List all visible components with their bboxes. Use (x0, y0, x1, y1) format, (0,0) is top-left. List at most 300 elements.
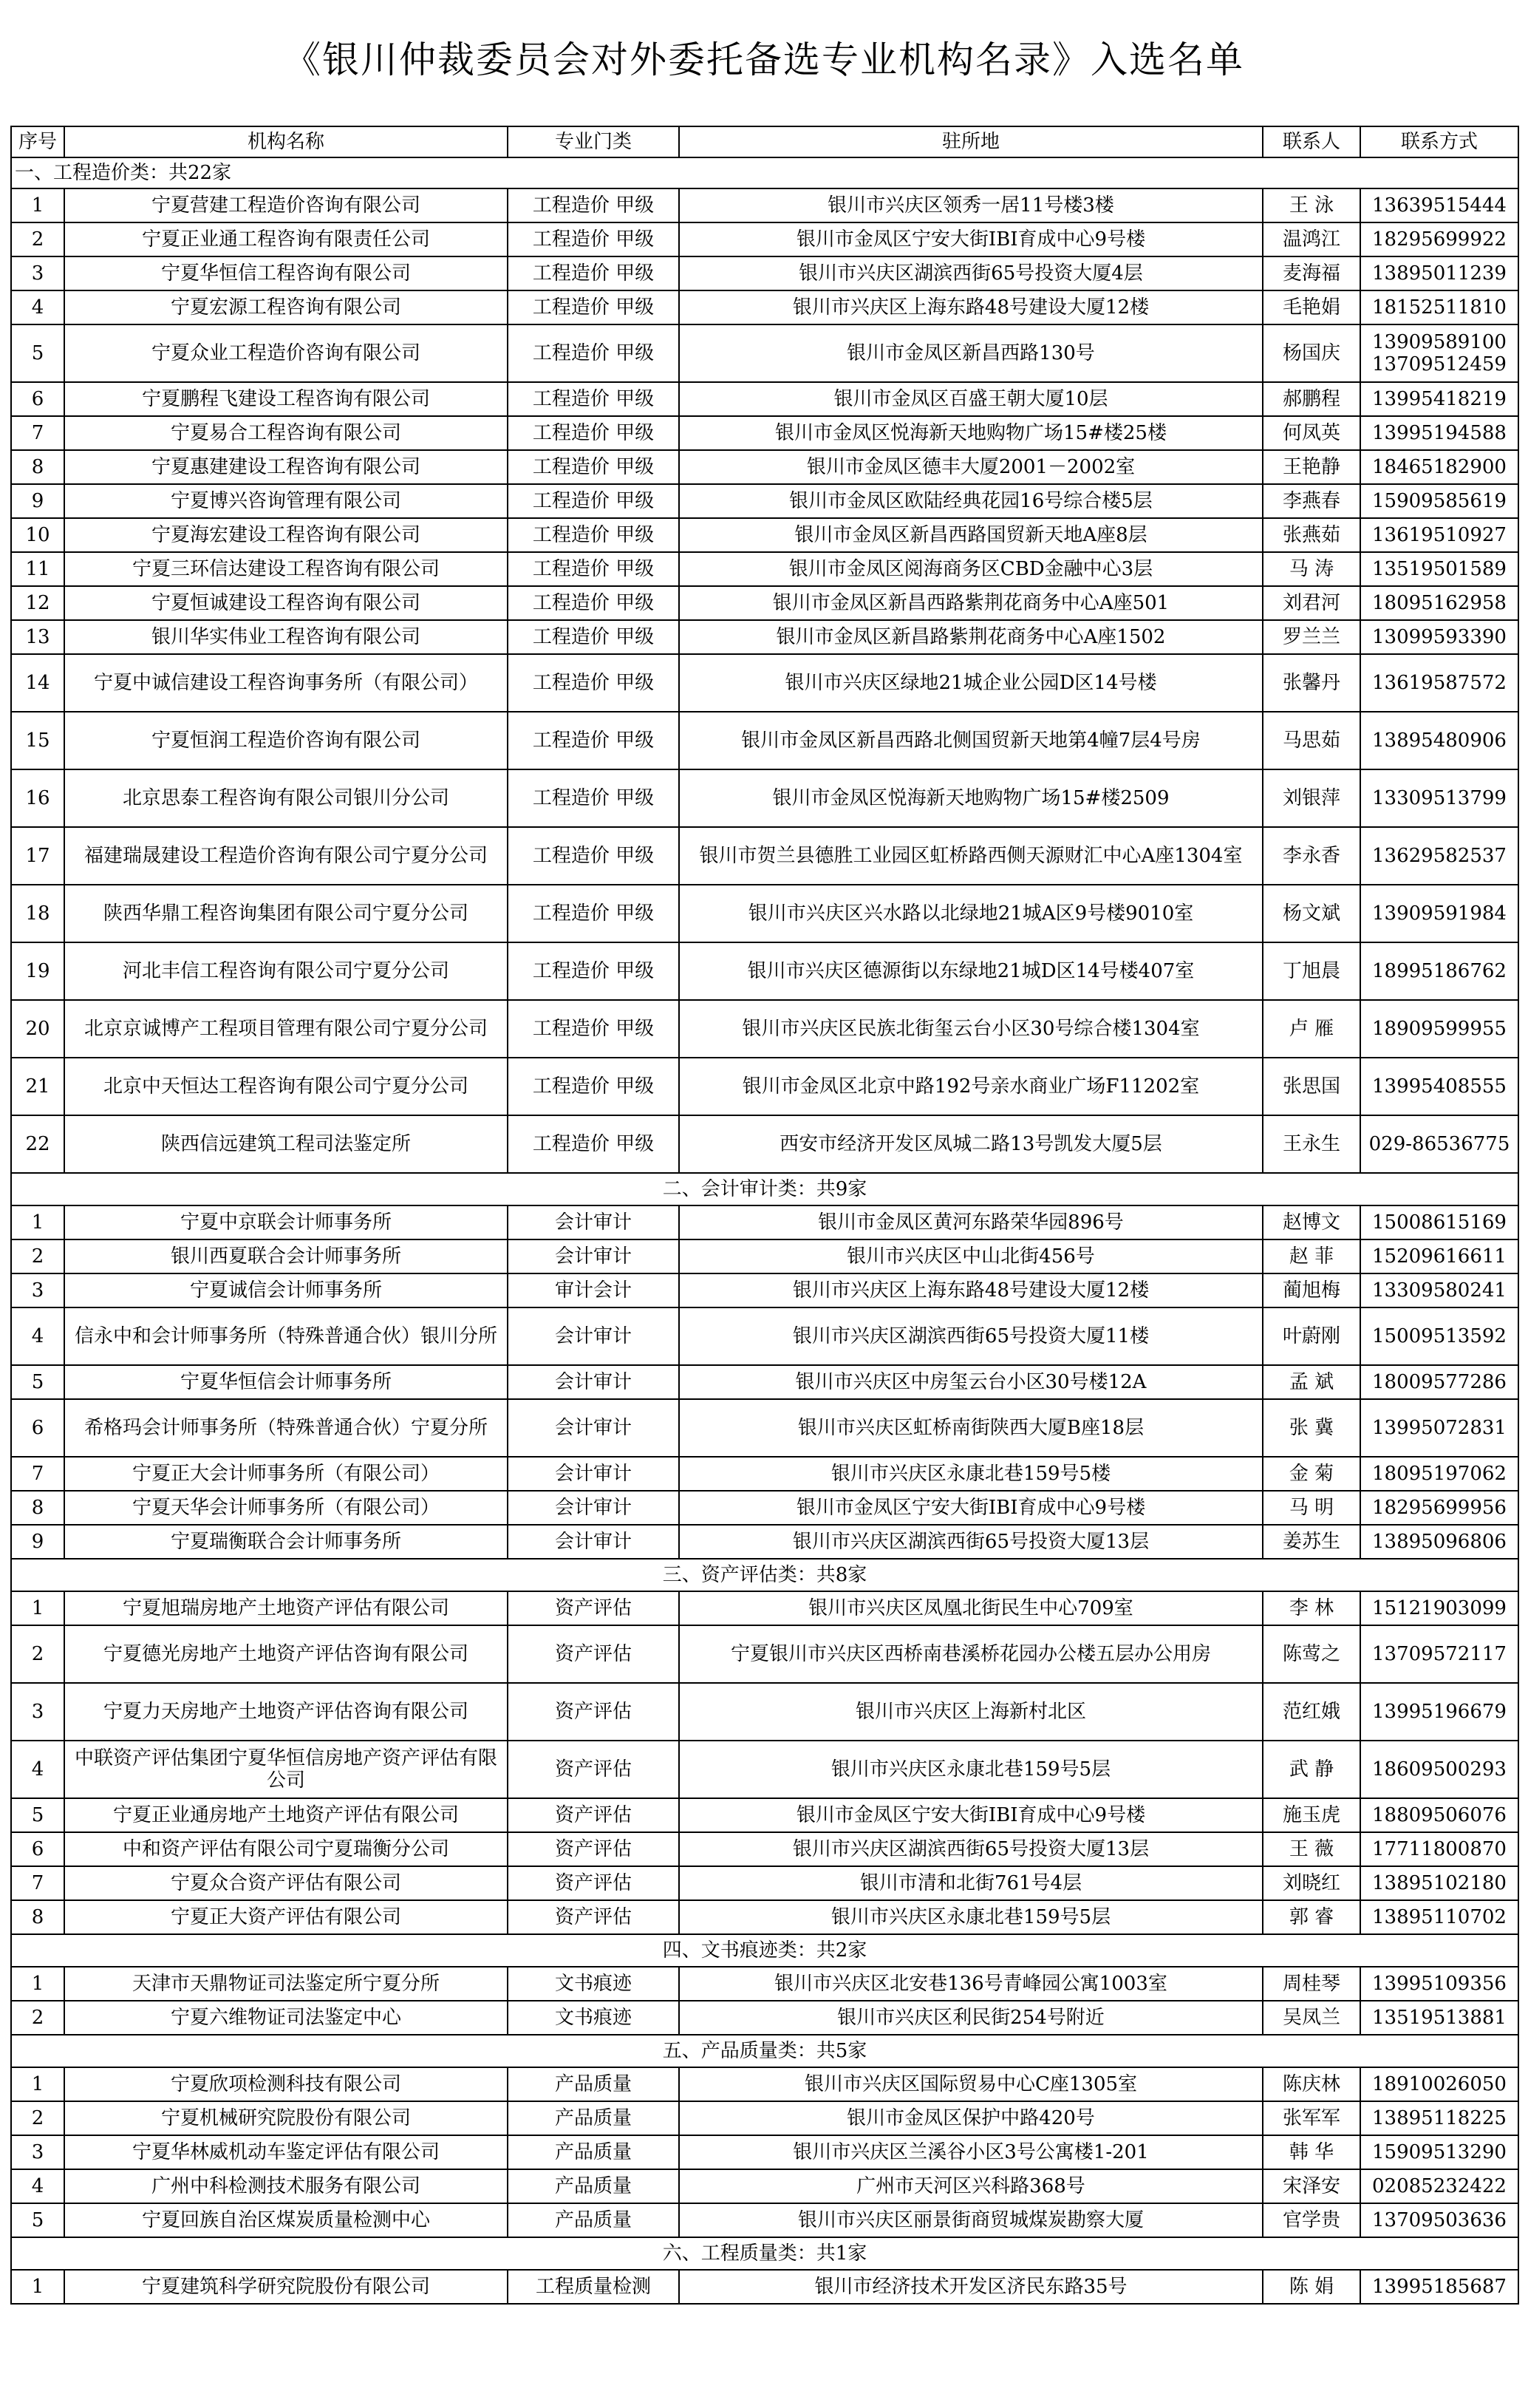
category: 工程造价 甲级 (508, 518, 679, 552)
institution-name: 宁夏众业工程造价咨询有限公司 (64, 324, 508, 382)
address: 西安市经济开发区凤城二路13号凯发大厦5层 (679, 1115, 1263, 1173)
table-row (11, 1741, 1518, 1798)
table-row (11, 1967, 1518, 2001)
institution-name: 信永中和会计师事务所（特殊普通合伙）银川分所 (64, 1307, 508, 1365)
institution-name: 宁夏中京联会计师事务所 (64, 1205, 508, 1239)
contact-person: 孟 斌 (1263, 1365, 1360, 1399)
section-header-row (11, 157, 1518, 188)
category: 产品质量 (508, 2169, 679, 2203)
row-index: 18 (11, 885, 64, 942)
address: 银川市金凤区宁安大街IBI育成中心9号楼 (679, 222, 1263, 256)
address: 银川市兴庆区上海东路48号建设大厦12楼 (679, 1273, 1263, 1307)
address: 银川市清和北街761号4层 (679, 1866, 1263, 1900)
row-index: 5 (11, 2203, 64, 2237)
phone: 13639515444 (1360, 188, 1518, 222)
contact-person: 王艳静 (1263, 450, 1360, 484)
phone: 13629582537 (1360, 827, 1518, 885)
institution-name: 天津市天鼎物证司法鉴定所宁夏分所 (64, 1967, 508, 2001)
section-title: 二、会计审计类：共9家 (11, 1173, 1518, 1205)
institution-name: 宁夏恒润工程造价咨询有限公司 (64, 712, 508, 769)
address: 银川市兴庆区北安巷136号青峰园公寓1003室 (679, 1967, 1263, 2001)
address: 银川市兴庆区永康北巷159号5层 (679, 1741, 1263, 1798)
row-index: 21 (11, 1058, 64, 1115)
category: 工程造价 甲级 (508, 885, 679, 942)
table-row (11, 1525, 1518, 1559)
contact-person: 韩 华 (1263, 2135, 1360, 2169)
address: 银川市兴庆区兴水路以北绿地21城A区9号楼9010室 (679, 885, 1263, 942)
contact-person: 卢 雁 (1263, 1000, 1360, 1058)
row-index: 3 (11, 1683, 64, 1741)
institution-name: 宁夏六维物证司法鉴定中心 (64, 2001, 508, 2035)
contact-person: 马思茹 (1263, 712, 1360, 769)
row-index: 8 (11, 1491, 64, 1525)
institution-name: 福建瑞晟建设工程造价咨询有限公司宁夏分公司 (64, 827, 508, 885)
address: 银川市兴庆区永康北巷159号5楼 (679, 1457, 1263, 1491)
phone: 18095197062 (1360, 1457, 1518, 1491)
phone: 13909589100 13709512459 (1360, 324, 1518, 382)
table-row (11, 712, 1518, 769)
row-index: 1 (11, 188, 64, 222)
table-row (11, 1239, 1518, 1273)
phone: 13909591984 (1360, 885, 1518, 942)
contact-person: 张思国 (1263, 1058, 1360, 1115)
row-index: 2 (11, 2001, 64, 2035)
institution-name: 宁夏正大资产评估有限公司 (64, 1900, 508, 1934)
contact-person: 罗兰兰 (1263, 620, 1360, 654)
institution-name: 北京京诚博产工程项目管理有限公司宁夏分公司 (64, 1000, 508, 1058)
address: 银川市金凤区百盛王朝大厦10层 (679, 382, 1263, 416)
row-index: 9 (11, 484, 64, 518)
institution-table (10, 126, 1519, 2305)
table-row (11, 885, 1518, 942)
phone: 13519501589 (1360, 552, 1518, 586)
phone: 18910026050 (1360, 2067, 1518, 2101)
contact-person: 李 林 (1263, 1591, 1360, 1625)
table-row (11, 1307, 1518, 1365)
category: 产品质量 (508, 2101, 679, 2135)
contact-person: 王 薇 (1263, 1832, 1360, 1866)
row-index: 11 (11, 552, 64, 586)
table-row (11, 1273, 1518, 1307)
address: 银川市金凤区悦海新天地购物广场15#楼2509 (679, 769, 1263, 827)
row-index: 9 (11, 1525, 64, 1559)
row-index: 7 (11, 416, 64, 450)
table-row (11, 382, 1518, 416)
contact-person: 王永生 (1263, 1115, 1360, 1173)
contact-person: 陈 娟 (1263, 2270, 1360, 2304)
phone: 13099593390 (1360, 620, 1518, 654)
address: 银川市兴庆区民族北街玺云台小区30号综合楼1304室 (679, 1000, 1263, 1058)
category: 工程造价 甲级 (508, 290, 679, 324)
category: 工程造价 甲级 (508, 620, 679, 654)
contact-person: 官学贵 (1263, 2203, 1360, 2237)
section-title: 六、工程质量类：共1家 (11, 2237, 1518, 2270)
address: 银川市金凤区德丰大厦2001－2002室 (679, 450, 1263, 484)
institution-name: 宁夏华林威机动车鉴定评估有限公司 (64, 2135, 508, 2169)
phone: 13995109356 (1360, 1967, 1518, 2001)
category: 产品质量 (508, 2135, 679, 2169)
phone: 15909585619 (1360, 484, 1518, 518)
category: 工程造价 甲级 (508, 484, 679, 518)
address: 银川市兴庆区上海东路48号建设大厦12楼 (679, 290, 1263, 324)
category: 工程造价 甲级 (508, 827, 679, 885)
row-index: 2 (11, 222, 64, 256)
row-index: 1 (11, 1591, 64, 1625)
category: 工程造价 甲级 (508, 222, 679, 256)
table-row (11, 552, 1518, 586)
phone: 18609500293 (1360, 1741, 1518, 1798)
address: 银川市金凤区新昌西路北侧国贸新天地第4幢7层4号房 (679, 712, 1263, 769)
category: 工程造价 甲级 (508, 188, 679, 222)
contact-person: 李燕春 (1263, 484, 1360, 518)
institution-name: 银川华实伟业工程咨询有限公司 (64, 620, 508, 654)
table-row (11, 2001, 1518, 2035)
category: 审计会计 (508, 1273, 679, 1307)
address: 银川市兴庆区绿地21城企业公园D区14号楼 (679, 654, 1263, 712)
row-index: 3 (11, 1273, 64, 1307)
table-row (11, 2169, 1518, 2203)
contact-person: 马 涛 (1263, 552, 1360, 586)
table-row (11, 290, 1518, 324)
section-header-row (11, 1559, 1518, 1591)
category: 文书痕迹 (508, 2001, 679, 2035)
section-header-row (11, 2035, 1518, 2067)
row-index: 1 (11, 1967, 64, 2001)
col-header-contact: 联系人 (1263, 126, 1360, 157)
address: 银川市经济技术开发区济民东路35号 (679, 2270, 1263, 2304)
phone: 18465182900 (1360, 450, 1518, 484)
page-title: 《银川仲裁委员会对外委托备选专业机构名录》入选名单 (284, 38, 1244, 81)
phone: 18295699956 (1360, 1491, 1518, 1525)
category: 工程造价 甲级 (508, 382, 679, 416)
category: 会计审计 (508, 1399, 679, 1457)
category: 工程质量检测 (508, 2270, 679, 2304)
institution-name: 宁夏旭瑞房地产土地资产评估有限公司 (64, 1591, 508, 1625)
category: 会计审计 (508, 1307, 679, 1365)
institution-name: 广州中科检测技术服务有限公司 (64, 2169, 508, 2203)
col-header-phone: 联系方式 (1360, 126, 1518, 157)
table-row (11, 2270, 1518, 2304)
address: 银川市兴庆区湖滨西街65号投资大厦4层 (679, 256, 1263, 290)
row-index: 8 (11, 1900, 64, 1934)
row-index: 3 (11, 256, 64, 290)
table-row (11, 2135, 1518, 2169)
contact-person: 王 泳 (1263, 188, 1360, 222)
institution-name: 宁夏正大会计师事务所（有限公司） (64, 1457, 508, 1491)
contact-person: 郭 睿 (1263, 1900, 1360, 1934)
phone: 13519513881 (1360, 2001, 1518, 2035)
category: 资产评估 (508, 1798, 679, 1832)
contact-person: 赵 菲 (1263, 1239, 1360, 1273)
category: 工程造价 甲级 (508, 450, 679, 484)
address: 银川市金凤区黄河东路荣华园896号 (679, 1205, 1263, 1239)
category: 工程造价 甲级 (508, 256, 679, 290)
address: 银川市金凤区阅海商务区CBD金融中心3层 (679, 552, 1263, 586)
institution-name: 宁夏正业通工程咨询有限责任公司 (64, 222, 508, 256)
contact-person: 叶蔚刚 (1263, 1307, 1360, 1365)
category: 资产评估 (508, 1625, 679, 1683)
address: 银川市兴庆区国际贸易中心C座1305室 (679, 2067, 1263, 2101)
contact-person: 陈庆林 (1263, 2067, 1360, 2101)
row-index: 3 (11, 2135, 64, 2169)
contact-person: 赵博文 (1263, 1205, 1360, 1239)
table-row (11, 450, 1518, 484)
table-row (11, 1683, 1518, 1741)
institution-name: 宁夏鹏程飞建设工程咨询有限公司 (64, 382, 508, 416)
phone: 13895102180 (1360, 1866, 1518, 1900)
institution-name: 宁夏华恒信会计师事务所 (64, 1365, 508, 1399)
table-row (11, 827, 1518, 885)
contact-person: 毛艳娟 (1263, 290, 1360, 324)
row-index: 4 (11, 1741, 64, 1798)
address: 银川市兴庆区利民街254号附近 (679, 2001, 1263, 2035)
contact-person: 张馨丹 (1263, 654, 1360, 712)
header-row (11, 126, 1518, 157)
category: 工程造价 甲级 (508, 416, 679, 450)
phone: 13619510927 (1360, 518, 1518, 552)
contact-person: 吴凤兰 (1263, 2001, 1360, 2035)
institution-name: 宁夏博兴咨询管理有限公司 (64, 484, 508, 518)
contact-person: 宋泽安 (1263, 2169, 1360, 2203)
row-index: 12 (11, 586, 64, 620)
address: 银川市兴庆区中房玺云台小区30号楼12A (679, 1365, 1263, 1399)
phone: 13895480906 (1360, 712, 1518, 769)
table-row (11, 1900, 1518, 1934)
address: 银川市金凤区保护中路420号 (679, 2101, 1263, 2135)
institution-name: 银川西夏联合会计师事务所 (64, 1239, 508, 1273)
section-header-row (11, 1173, 1518, 1205)
category: 工程造价 甲级 (508, 654, 679, 712)
address: 银川市金凤区新昌西路紫荆花商务中心A座501 (679, 586, 1263, 620)
category: 工程造价 甲级 (508, 586, 679, 620)
table-row (11, 1205, 1518, 1239)
phone: 18909599955 (1360, 1000, 1518, 1058)
institution-name: 宁夏宏源工程咨询有限公司 (64, 290, 508, 324)
contact-person: 武 静 (1263, 1741, 1360, 1798)
contact-person: 金 菊 (1263, 1457, 1360, 1491)
phone: 15121903099 (1360, 1591, 1518, 1625)
address: 银川市金凤区北京中路192号亲水商业广场F11202室 (679, 1058, 1263, 1115)
table-row (11, 620, 1518, 654)
address: 宁夏银川市兴庆区西桥南巷溪桥花园办公楼五层办公用房 (679, 1625, 1263, 1683)
contact-person: 周桂琴 (1263, 1967, 1360, 2001)
table-row (11, 256, 1518, 290)
row-index: 5 (11, 1365, 64, 1399)
row-index: 2 (11, 1239, 64, 1273)
category: 工程造价 甲级 (508, 1115, 679, 1173)
institution-name: 陕西信远建筑工程司法鉴定所 (64, 1115, 508, 1173)
row-index: 14 (11, 654, 64, 712)
category: 工程造价 甲级 (508, 712, 679, 769)
table-row (11, 942, 1518, 1000)
phone: 02085232422 (1360, 2169, 1518, 2203)
table-row (11, 324, 1518, 382)
table-row (11, 222, 1518, 256)
category: 文书痕迹 (508, 1967, 679, 2001)
address: 银川市兴庆区兰溪谷小区3号公寓楼1-201 (679, 2135, 1263, 2169)
category: 会计审计 (508, 1457, 679, 1491)
table-row (11, 188, 1518, 222)
row-index: 7 (11, 1866, 64, 1900)
table-body (11, 157, 1518, 2304)
contact-person: 丁旭晨 (1263, 942, 1360, 1000)
institution-name: 希格玛会计师事务所（特殊普通合伙）宁夏分所 (64, 1399, 508, 1457)
institution-name: 北京思泰工程咨询有限公司银川分公司 (64, 769, 508, 827)
phone: 13995185687 (1360, 2270, 1518, 2304)
institution-name: 宁夏机械研究院股份有限公司 (64, 2101, 508, 2135)
phone: 13995408555 (1360, 1058, 1518, 1115)
category: 资产评估 (508, 1591, 679, 1625)
address: 银川市兴庆区永康北巷159号5层 (679, 1900, 1263, 1934)
category: 产品质量 (508, 2203, 679, 2237)
phone: 15909513290 (1360, 2135, 1518, 2169)
address: 银川市贺兰县德胜工业园区虹桥路西侧天源财汇中心A座1304室 (679, 827, 1263, 885)
table-row (11, 1491, 1518, 1525)
contact-person: 施玉虎 (1263, 1798, 1360, 1832)
institution-name: 宁夏中诚信建设工程咨询事务所（有限公司） (64, 654, 508, 712)
address: 银川市金凤区宁安大街IBI育成中心9号楼 (679, 1798, 1263, 1832)
institution-name: 北京中天恒达工程咨询有限公司宁夏分公司 (64, 1058, 508, 1115)
col-header-address: 驻所地 (679, 126, 1263, 157)
phone: 18995186762 (1360, 942, 1518, 1000)
category: 会计审计 (508, 1491, 679, 1525)
category: 资产评估 (508, 1741, 679, 1798)
phone: 18009577286 (1360, 1365, 1518, 1399)
address: 银川市金凤区悦海新天地购物广场15#楼25楼 (679, 416, 1263, 450)
institution-name: 宁夏海宏建设工程咨询有限公司 (64, 518, 508, 552)
table-row (11, 1625, 1518, 1683)
institution-name: 宁夏回族自治区煤炭质量检测中心 (64, 2203, 508, 2237)
contact-person: 郝鹏程 (1263, 382, 1360, 416)
row-index: 1 (11, 2067, 64, 2101)
contact-person: 刘晓红 (1263, 1866, 1360, 1900)
col-header-category: 专业门类 (508, 126, 679, 157)
table-row (11, 1058, 1518, 1115)
address: 银川市金凤区新昌路紫荆花商务中心A座1502 (679, 620, 1263, 654)
row-index: 5 (11, 324, 64, 382)
contact-person: 刘银萍 (1263, 769, 1360, 827)
institution-name: 宁夏营建工程造价咨询有限公司 (64, 188, 508, 222)
contact-person: 李永香 (1263, 827, 1360, 885)
address: 银川市金凤区欧陆经典花园16号综合楼5层 (679, 484, 1263, 518)
row-index: 4 (11, 290, 64, 324)
phone: 029-86536775 (1360, 1115, 1518, 1173)
contact-person: 张燕茹 (1263, 518, 1360, 552)
contact-person: 范红娥 (1263, 1683, 1360, 1741)
row-index: 1 (11, 1205, 64, 1239)
contact-person: 蔺旭梅 (1263, 1273, 1360, 1307)
phone: 13619587572 (1360, 654, 1518, 712)
table-row (11, 1866, 1518, 1900)
institution-name: 宁夏欣项检测科技有限公司 (64, 2067, 508, 2101)
section-header-row (11, 1934, 1518, 1967)
row-index: 22 (11, 1115, 64, 1173)
address: 银川市金凤区新昌西路国贸新天地A座8层 (679, 518, 1263, 552)
institution-name: 河北丰信工程咨询有限公司宁夏分公司 (64, 942, 508, 1000)
section-title: 一、工程造价类：共22家 (11, 157, 1518, 188)
category: 资产评估 (508, 1866, 679, 1900)
row-index: 4 (11, 2169, 64, 2203)
address: 银川市兴庆区凤凰北街民生中心709室 (679, 1591, 1263, 1625)
row-index: 2 (11, 2101, 64, 2135)
contact-person: 杨文斌 (1263, 885, 1360, 942)
contact-person: 杨国庆 (1263, 324, 1360, 382)
address: 银川市金凤区新昌西路130号 (679, 324, 1263, 382)
phone: 18295699922 (1360, 222, 1518, 256)
row-index: 20 (11, 1000, 64, 1058)
phone: 13709572117 (1360, 1625, 1518, 1683)
institution-name: 中联资产评估集团宁夏华恒信房地产资产评估有限公司 (64, 1741, 508, 1798)
institution-name: 宁夏众合资产评估有限公司 (64, 1866, 508, 1900)
category: 工程造价 甲级 (508, 1058, 679, 1115)
category: 工程造价 甲级 (508, 324, 679, 382)
col-header-index: 序号 (11, 126, 64, 157)
contact-person: 温鸿江 (1263, 222, 1360, 256)
institution-name: 宁夏德光房地产土地资产评估咨询有限公司 (64, 1625, 508, 1683)
institution-name: 中和资产评估有限公司宁夏瑞衡分公司 (64, 1832, 508, 1866)
phone: 13895011239 (1360, 256, 1518, 290)
category: 会计审计 (508, 1365, 679, 1399)
category: 工程造价 甲级 (508, 552, 679, 586)
address: 银川市兴庆区湖滨西街65号投资大厦13层 (679, 1525, 1263, 1559)
phone: 13895110702 (1360, 1900, 1518, 1934)
institution-name: 宁夏惠建建设工程咨询有限公司 (64, 450, 508, 484)
institution-name: 宁夏恒诚建设工程咨询有限公司 (64, 586, 508, 620)
row-index: 10 (11, 518, 64, 552)
address: 银川市兴庆区中山北街456号 (679, 1239, 1263, 1273)
table-row (11, 586, 1518, 620)
section-title: 五、产品质量类：共5家 (11, 2035, 1518, 2067)
row-index: 13 (11, 620, 64, 654)
section-title: 四、文书痕迹类：共2家 (11, 1934, 1518, 1967)
address: 银川市兴庆区虹桥南街陕西大厦B座18层 (679, 1399, 1263, 1457)
institution-name: 宁夏天华会计师事务所（有限公司） (64, 1491, 508, 1525)
address: 银川市兴庆区湖滨西街65号投资大厦11楼 (679, 1307, 1263, 1365)
table-row (11, 484, 1518, 518)
phone: 15009513592 (1360, 1307, 1518, 1365)
table-row (11, 2203, 1518, 2237)
table-row (11, 654, 1518, 712)
table-row (11, 518, 1518, 552)
phone: 17711800870 (1360, 1832, 1518, 1866)
category: 资产评估 (508, 1900, 679, 1934)
address: 广州市天河区兴科路368号 (679, 2169, 1263, 2203)
phone: 13995196679 (1360, 1683, 1518, 1741)
phone: 18095162958 (1360, 586, 1518, 620)
institution-name: 宁夏诚信会计师事务所 (64, 1273, 508, 1307)
institution-name: 宁夏瑞衡联合会计师事务所 (64, 1525, 508, 1559)
table-row (11, 2101, 1518, 2135)
institution-name: 宁夏三环信达建设工程咨询有限公司 (64, 552, 508, 586)
section-title: 三、资产评估类：共8家 (11, 1559, 1518, 1591)
table-row (11, 1000, 1518, 1058)
contact-person: 麦海福 (1263, 256, 1360, 290)
row-index: 17 (11, 827, 64, 885)
address: 银川市兴庆区德源街以东绿地21城D区14号楼407室 (679, 942, 1263, 1000)
contact-person: 何凤英 (1263, 416, 1360, 450)
table-row (11, 1798, 1518, 1832)
phone: 13709503636 (1360, 2203, 1518, 2237)
table-row (11, 1365, 1518, 1399)
row-index: 4 (11, 1307, 64, 1365)
institution-name: 宁夏易合工程咨询有限公司 (64, 416, 508, 450)
row-index: 1 (11, 2270, 64, 2304)
table-row (11, 1832, 1518, 1866)
contact-person: 刘君河 (1263, 586, 1360, 620)
section-header-row (11, 2237, 1518, 2270)
phone: 13995194588 (1360, 416, 1518, 450)
table-row (11, 1591, 1518, 1625)
